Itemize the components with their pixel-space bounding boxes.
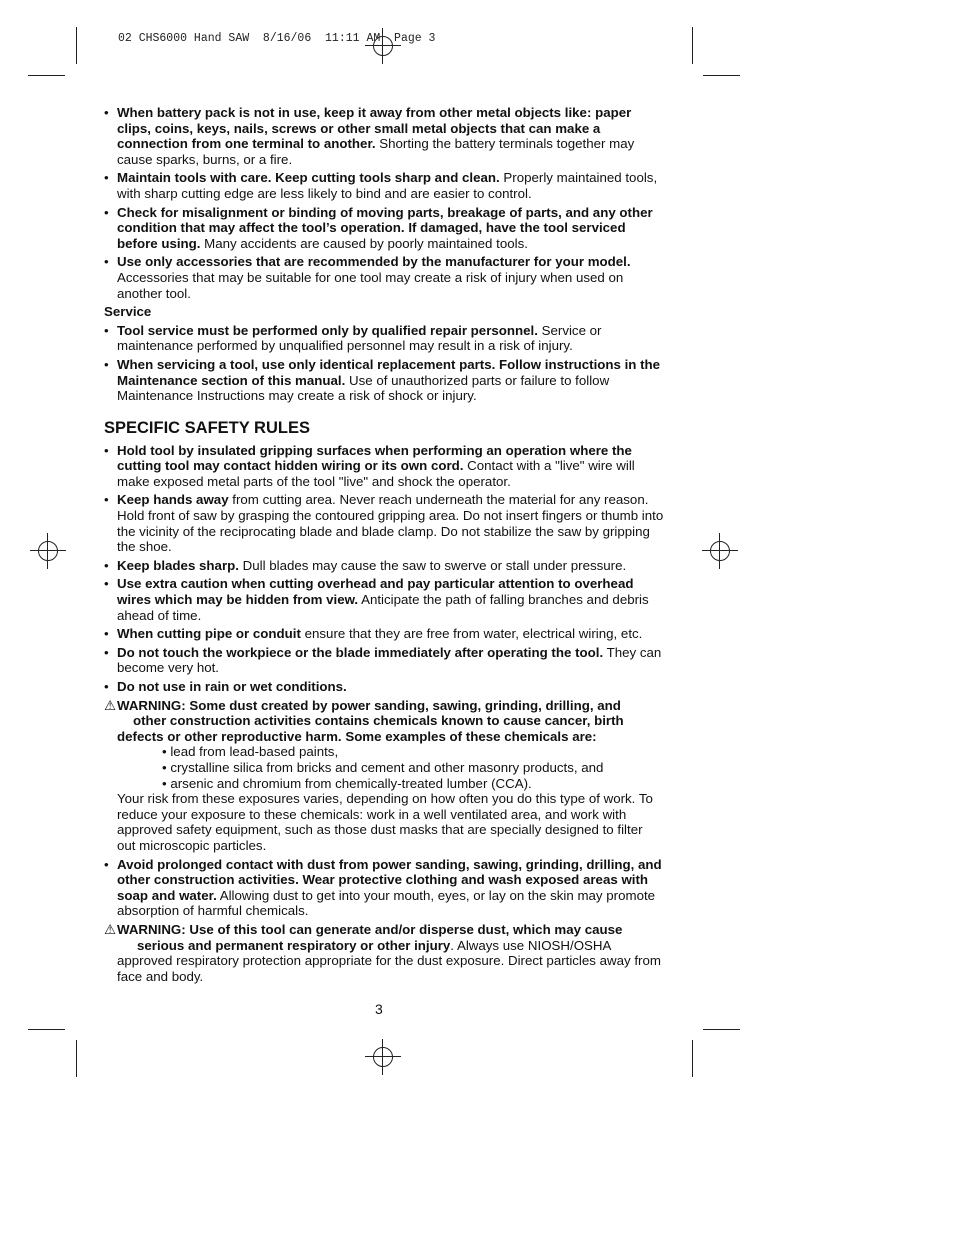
warning-icon: ⚠ bbox=[104, 921, 116, 937]
list-item: • lead from lead-based paints, bbox=[162, 744, 339, 760]
crop-mark bbox=[28, 1029, 65, 1030]
crop-mark bbox=[692, 1040, 693, 1077]
crop-mark bbox=[692, 27, 693, 64]
section-title: SPECIFIC SAFETY RULES bbox=[104, 418, 310, 437]
risk-paragraph: Your risk from these exposures varies, depending on how often you do this type of work. To reduce your exposure to these chemicals: work in a well ventilated area, and work with approved safety equipment, such as those dust masks that are specially designed to filter out microscopic particles. bbox=[117, 791, 653, 853]
list-item: • Use extra caution when cutting overhead and pay particular attention to overhead wires which may be hidden from view. Anticipate the path of falling branches and debris ahead of time. bbox=[104, 576, 649, 623]
list-item: • Check for misalignment or binding of moving parts, breakage of parts, and any other condition that may affect the tool’s operation. If damaged, have the tool serviced before using. Many accidents are caused by poorly maintained tools. bbox=[104, 204, 653, 251]
crop-mark bbox=[703, 75, 740, 76]
registration-mark-bottom bbox=[365, 1039, 401, 1075]
registration-mark-right bbox=[702, 533, 738, 569]
crop-mark bbox=[76, 27, 77, 64]
registration-mark-left bbox=[30, 533, 66, 569]
list-item: • Keep blades sharp. Dull blades may cause the saw to swerve or stall under pressure. bbox=[104, 557, 627, 573]
crop-mark bbox=[28, 75, 65, 76]
warning-respiratory: ⚠ WARNING: Use of this tool can generate and/or disperse dust, which may cause serious and permanent respiratory or other injury. Always use NIOSH/OSHA approved respiratory protection appropriate for the dust exposure. Direct particles away from face and body. bbox=[104, 921, 661, 984]
print-slug: 02 CHS6000 Hand SAW 8/16/06 11:11 AM Page 3 bbox=[118, 32, 436, 45]
list-item: • Maintain tools with care. Keep cutting tools sharp and clean. Properly maintained tools, with sharp cutting edge are less likely to bind and are easier to control. bbox=[104, 170, 658, 201]
list-item: • Keep hands away from cutting area. Never reach underneath the material for any reason. Hold front of saw by grasping the contoured gripping area. Do not insert fingers or thumb into the vicinity of the reciprocating blade and blade clamp. Do not stabilize the saw by gripping the shoe. bbox=[104, 492, 664, 555]
page-body bbox=[104, 105, 664, 987]
service-heading: Service bbox=[104, 304, 152, 320]
page-number: 3 bbox=[375, 1001, 383, 1017]
list-item: • Do not use in rain or wet conditions. bbox=[104, 679, 347, 694]
list-item: • Tool service must be performed only by qualified repair personnel. Service or maintenance performed by unqualified personnel may result in a risk of injury. bbox=[104, 322, 602, 354]
warning-icon: ⚠ bbox=[104, 697, 116, 713]
warning-dust-chemicals: ⚠ WARNING: Some dust created by power sanding, sawing, grinding, drilling, and other construction activities contains chemicals known to cause cancer, birth defects or other reproductive harm. Some examples of these chemicals are: bbox=[104, 697, 624, 744]
chemical-list bbox=[104, 744, 664, 791]
list-item: • When battery pack is not in use, keep it away from other metal objects like: paper clips, coins, keys, nails, screws or other small metal objects that can make a connection from one terminal to another. Shorting the battery terminals together may cause sparks, burns, or a fire. bbox=[104, 105, 635, 167]
list-item: • When cutting pipe or conduit ensure that they are free from water, electrical wiring, etc. bbox=[104, 626, 643, 642]
list-item: • crystalline silica from bricks and cement and other masonry products, and bbox=[162, 759, 604, 775]
list-item: • Hold tool by insulated gripping surfaces when performing an operation where the cutting tool may contact hidden wiring or its own cord. Contact with a "live" wire will make exposed metal parts of the tool "live" and shock the operator. bbox=[104, 442, 635, 489]
list-item: • Do not touch the workpiece or the blade immediately after operating the tool. They can become very hot. bbox=[104, 644, 662, 676]
list-item: • arsenic and chromium from chemically-treated lumber (CCA). bbox=[162, 775, 532, 791]
list-item: • Avoid prolonged contact with dust from power sanding, sawing, grinding, drilling, and other construction activities. Wear protective clothing and wash exposed areas with soap and water. Allowing dust to get into your mouth, eyes, or lay on the skin may promote absorption of harmful chemicals. bbox=[104, 856, 662, 919]
crop-mark bbox=[76, 1040, 77, 1077]
list-item: • When servicing a tool, use only identical replacement parts. Follow instructions in the Maintenance section of this manual. Use of unauthorized parts or failure to follow Maintenance Instructions may create a risk of shock or injury. bbox=[104, 356, 661, 404]
list-item: • Use only accessories that are recommended by the manufacturer for your model. Accessories that may be suitable for one tool may create a risk of injury when used on another tool. bbox=[104, 254, 631, 301]
crop-mark bbox=[703, 1029, 740, 1030]
